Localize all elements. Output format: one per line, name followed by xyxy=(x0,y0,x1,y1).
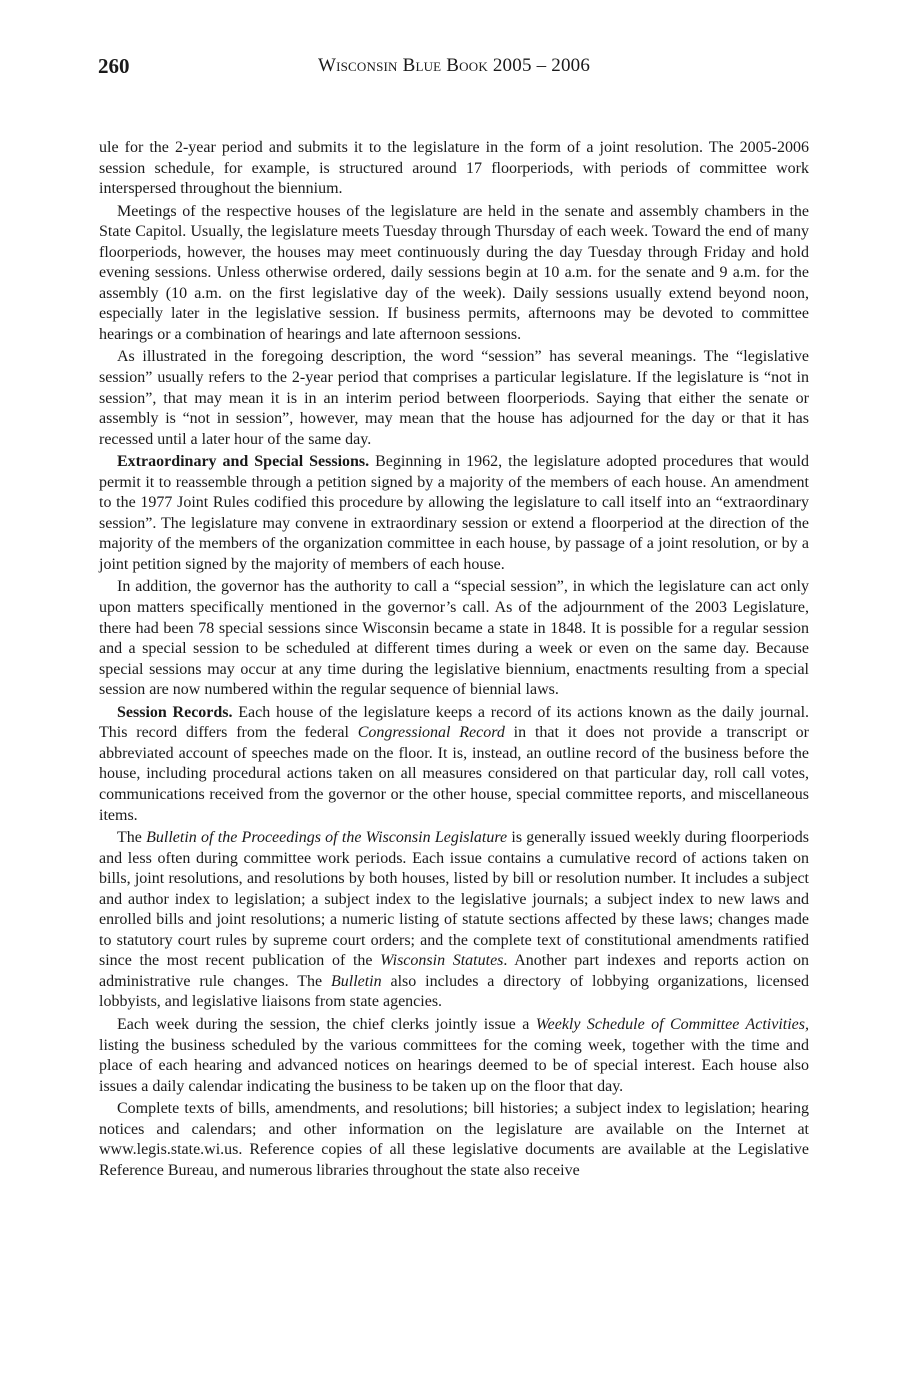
italic-title: Bulletin of the Proceedings of the Wisconsin Legislature xyxy=(146,829,508,847)
italic-title: Congressional Record xyxy=(357,724,505,742)
paragraph-text: Meetings of the respective houses of the legislature are held in the senate and assembly chambers in the State Capitol. Usually, the legislature meets Tuesday through Thursday of each week. Toward the end of many floorperiods, however, the houses may meet continuously during the day Tuesday through Friday and hold evening sessions. Unless otherwise ordered, daily sessions begin at 10 a.m. for the senate and 9 a.m. for the assembly (10 a.m. on the first legislative day of the week). Daily sessions usually extend beyond noon, especially later in the legislative session. If business permits, afternoons may be devoted to committee hearings or a combination of hearings and late afternoon sessions. xyxy=(99,202,809,343)
italic-title: Bulletin xyxy=(330,972,382,990)
paragraph-special-session xyxy=(99,577,809,700)
paragraph-text: As illustrated in the foregoing description, the word “session” has several meanings. The “legislative session” usually refers to the 2-year period that comprises a particular legislature. If the legislature is “not in session”, that may mean it is in an interim period between floorperiods. Saying that either the senate or assembly is “not in session”, however, may mean that the house has adjourned for the day or that it has recessed until a later hour of the same day. xyxy=(99,348,809,448)
paragraph-text: Each house of the legislature keeps a record of its actions known as the daily journal. This record differs from the federal xyxy=(99,703,810,742)
paragraph-text: also includes a directory of lobbying organizations, licensed lobbyists, and legislative liaisons from state agencies. xyxy=(99,972,809,1011)
paragraph-internet-access xyxy=(99,1099,809,1181)
paragraph-text: . Another part indexes and reports action on administrative rule changes. The xyxy=(99,952,810,990)
section-heading: Session Records. xyxy=(117,703,233,721)
paragraph-weekly-schedule xyxy=(99,1015,809,1097)
section-heading: Extraordinary and Special Sessions. xyxy=(117,453,370,471)
page-header xyxy=(98,54,810,84)
paragraph-meetings xyxy=(99,202,809,346)
paragraph-text: listing the business scheduled by the various committees for the coming week, together with the time and place of each hearing and advanced notices on hearings deemed to be of special interest. Each house also issues a daily calendar indicating the business to be taken up on the floor that day. xyxy=(99,1036,809,1095)
paragraph-text: is generally issued weekly during floorperiods and less often during committee work periods. Each issue contains a cumulative record of actions taken on bills, joint resolutions, and resolutions by both houses, listed by bill or resolution number. It includes a subject and author index to legislation; a subject index to the legislative journals; a subject index to new laws and enrolled bills and joint resolutions; a numeric listing of statute sections affected by these laws; changes made to statutory court rules by supreme court orders; and the complete text of constitutional amendments ratified since the most recent publication of the xyxy=(99,829,810,970)
body-text xyxy=(99,138,809,1181)
paragraph-text: In addition, the governor has the authority to call a “special session”, in which the legislature can act only upon matters specifically mentioned in the governor’s call. As of the adjournment of the 2003 Legislature, there had been 78 special sessions since Wisconsin became a state in 1848. It is possible for a regular session and a special session to be scheduled at different times during a week or even on the same day. Because special sessions may occur at any time during the legislative biennium, enactments resulting from a special session are now numbered within the regular sequence of biennial laws. xyxy=(99,578,809,699)
paragraph-text: Each week during the session, the chief clerks jointly issue a xyxy=(117,1015,536,1033)
paragraph-session-records xyxy=(99,703,809,826)
page-number: 260 xyxy=(98,54,130,78)
paragraph-text: Beginning in 1962, the legislature adopted procedures that would permit it to reassemble through a petition signed by a majority of the members of each house. An amendment to the 1977 Joint Rules codified this procedure by allowing the legislature to call itself into an “extraordinary session”. The legislature may convene in extraordinary session or extend a floorperiod at the direction of the majority of the members of the organization committee in each house, by passage of a joint resolution, or by a joint petition signed by the majority of members of each house. xyxy=(99,453,810,573)
italic-title: Weekly Schedule of Committee Activities, xyxy=(535,1015,810,1033)
paragraph-text: ule for the 2-year period and submits it to the legislature in the form of a joint resolution. The 2005-2006 session schedule, for example, is structured around 17 floorperiods, with periods of committee work interspersed throughout the biennium. xyxy=(99,139,809,198)
paragraph-text: The xyxy=(117,829,147,847)
paragraph-session-meanings xyxy=(99,347,809,450)
paragraph-schedule xyxy=(99,138,809,200)
paragraph-text: Complete texts of bills, amendments, and resolutions; bill histories; a subject index to legislation; hearing notices and calendars; and other information on the legislature are available on the Internet at www.legis.state.wi.us. Reference copies of all these legislative documents are available at the Legislative Reference Bureau, and numerous libraries throughout the state also receive xyxy=(99,1100,809,1179)
paragraph-text: in that it does not provide a transcript or abbreviated account of speeches made on the floor. It is, instead, an outline record of the business before the house, including procedural actions taken on all measures considered on that particular day, roll call votes, communications received from the governor or the other house, special committee reports, and miscellaneous items. xyxy=(99,724,810,824)
paragraph-extraordinary-sessions xyxy=(99,452,809,575)
paragraph-bulletin xyxy=(99,828,809,1013)
running-title: Wisconsin Blue Book 2005 – 2006 xyxy=(317,55,591,76)
italic-title: Wisconsin Statutes xyxy=(380,952,504,970)
